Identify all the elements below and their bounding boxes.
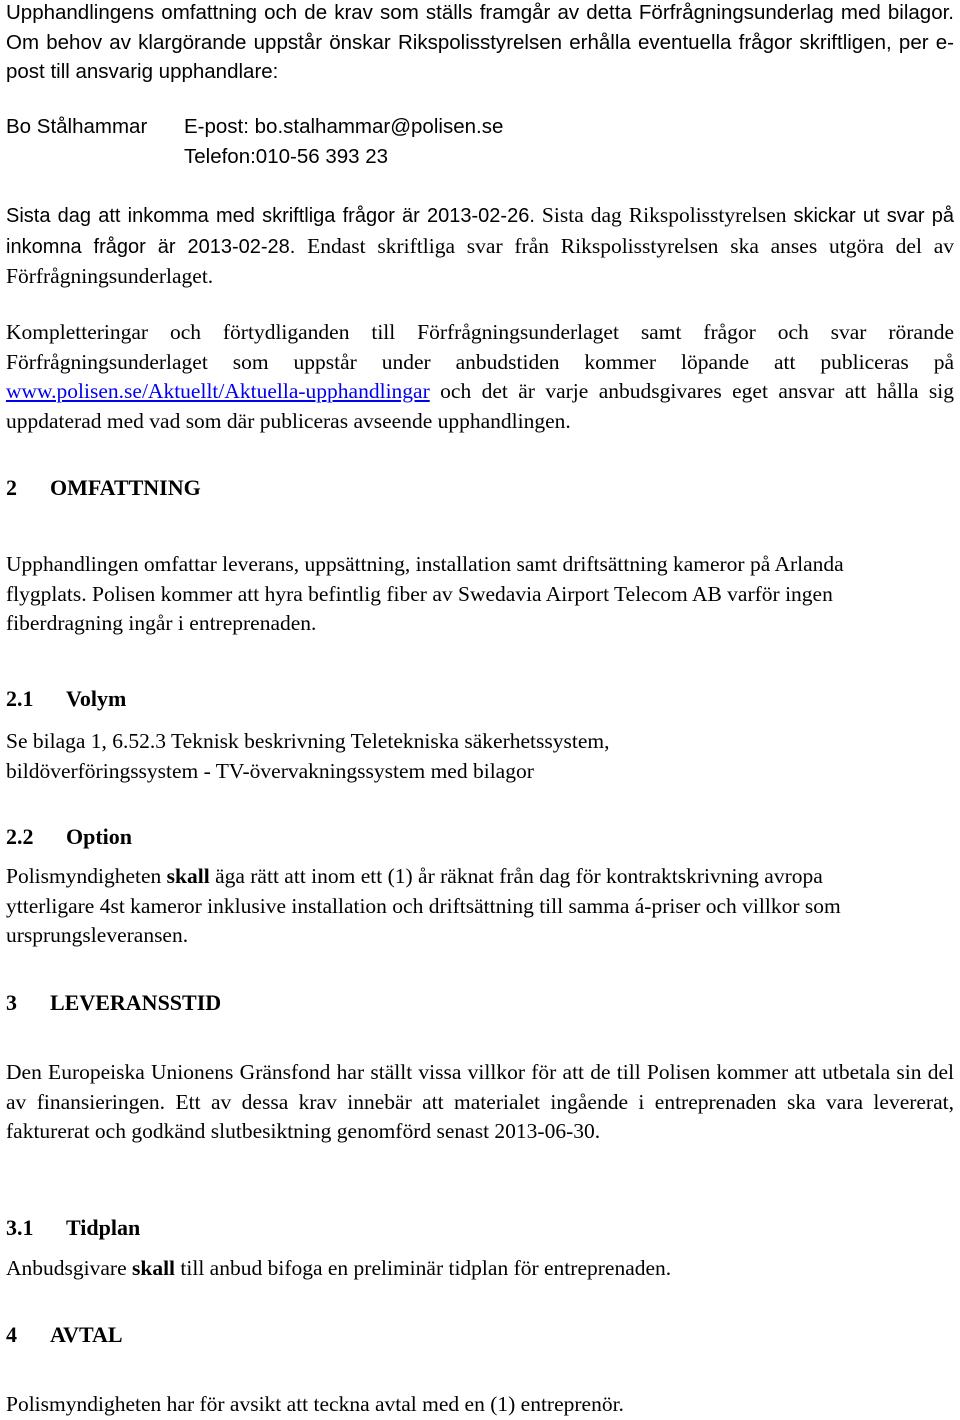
section-3-1-number: 3.1 (6, 1215, 34, 1240)
section-2-1-body (6, 727, 730, 786)
section-3-title: LEVERANSSTID (50, 990, 222, 1015)
section-4-number: 4 (6, 1322, 17, 1347)
section-4-text: Polismyndigheten har för avsikt att teckna avtal med en (1) entreprenör. (6, 1392, 624, 1416)
section-2-1-number: 2.1 (6, 686, 34, 711)
deadline-answers-b: skickar ut svar på inkomna frågor är 2013-02-28. (6, 205, 954, 258)
section-2-2-text-after: äga rätt att inom ett (1) år räknat från dag för kontraktskrivning avropa ytterligare 4st kameror inklusive installation och driftsättning till samma á-priser och villkor som ursprungsleveransen. (6, 864, 841, 947)
section-2-2-text-before: Polismyndigheten (6, 864, 167, 888)
section-4-title: AVTAL (50, 1322, 123, 1347)
section-2-2-body (6, 862, 905, 951)
section-4-body (6, 1390, 954, 1420)
supplements-text-after: och det är varje anbudsgivares eget ansvar att hålla sig uppdaterad med vad som där publiceras avseende upphandlingen. (6, 379, 954, 433)
contact-block (6, 112, 954, 171)
section-2-1-text: Se bilaga 1, 6.52.3 Teknisk beskrivning Teletekniska säkerhetssystem, bildöverföringssystem - TV-övervakningssystem med bilagor (6, 729, 610, 783)
section-2-title: OMFATTNING (50, 475, 201, 500)
intro-paragraph (6, 0, 954, 87)
section-3-1-text-bold: skall (132, 1256, 176, 1280)
section-2-text: Upphandlingen omfattar leverans, uppsättning, installation samt driftsättning kameror på Arlanda flygplats. Polisen kommer att hyra befintlig fiber av Swedavia Airport Telecom AB varför ingen fiberdragning ingår i entreprenaden. (6, 552, 844, 635)
supplements-text-before: Kompletteringar och förtydliganden till Förfrågningsunderlaget samt frågor och svar rörande Förfrågningsunderlaget som uppstår under anbudstiden kommer löpande att publiceras på (6, 320, 954, 374)
supplements-paragraph (6, 318, 954, 436)
section-2-number: 2 (6, 475, 17, 500)
section-2-2-text-bold: skall (166, 864, 210, 888)
section-4-heading (6, 1320, 954, 1350)
contact-email: E-post: bo.stalhammar@polisen.se (184, 115, 504, 138)
deadline-written-answers: Endast skriftliga svar från Rikspolisstyrelsen ska anses utgöra del av Förfrågningsunderlaget. (6, 233, 954, 288)
deadlines-paragraph (6, 201, 954, 292)
section-2-2-number: 2.2 (6, 824, 34, 849)
contact-name: Bo Stålhammar (6, 115, 148, 138)
section-2-body (6, 550, 920, 639)
section-3-heading (6, 988, 954, 1018)
section-3-1-body (6, 1254, 954, 1284)
intro-text: Upphandlingens omfattning och de krav som ställs framgår av detta Förfrågningsunderlag med bilagor. Om behov av klargörande uppstår önskar Rikspolisstyrelsen erhålla eventuella frågor skriftligen, per e-post till ansvarig upphandlare: (6, 1, 954, 83)
section-3-1-heading (6, 1213, 954, 1243)
section-3-1-text-before: Anbudsgivare (6, 1256, 132, 1280)
section-2-2-title: Option (66, 824, 133, 849)
section-3-body (6, 1058, 954, 1147)
section-2-1-title: Volym (66, 686, 127, 711)
procurement-link[interactable]: www.polisen.se/Aktuellt/Aktuella-upphandlingar (6, 379, 430, 403)
section-2-1-heading (6, 684, 954, 714)
section-2-heading (6, 473, 954, 503)
deadline-questions: Sista dag att inkomma med skriftliga frågor är 2013-02-26. (6, 205, 535, 227)
contact-phone: Telefon:010-56 393 23 (184, 144, 389, 168)
section-2-2-heading (6, 822, 954, 852)
section-3-1-text-after: till anbud bifoga en preliminär tidplan för entreprenaden. (175, 1256, 672, 1280)
section-3-1-title: Tidplan (66, 1215, 141, 1240)
deadline-answers-a: Sista dag Rikspolisstyrelsen (534, 203, 787, 227)
section-3-number: 3 (6, 990, 17, 1015)
section-3-text: Den Europeiska Unionens Gränsfond har ställt vissa villkor för att de till Polisen kommer att utbetala sin del av finansieringen. Ett av dessa krav innebär att materialet ingående i entreprenaden ska vara levererat, fakturerat och godkänd slutbesiktning genomförd senast 2013-06-30. (6, 1060, 954, 1143)
